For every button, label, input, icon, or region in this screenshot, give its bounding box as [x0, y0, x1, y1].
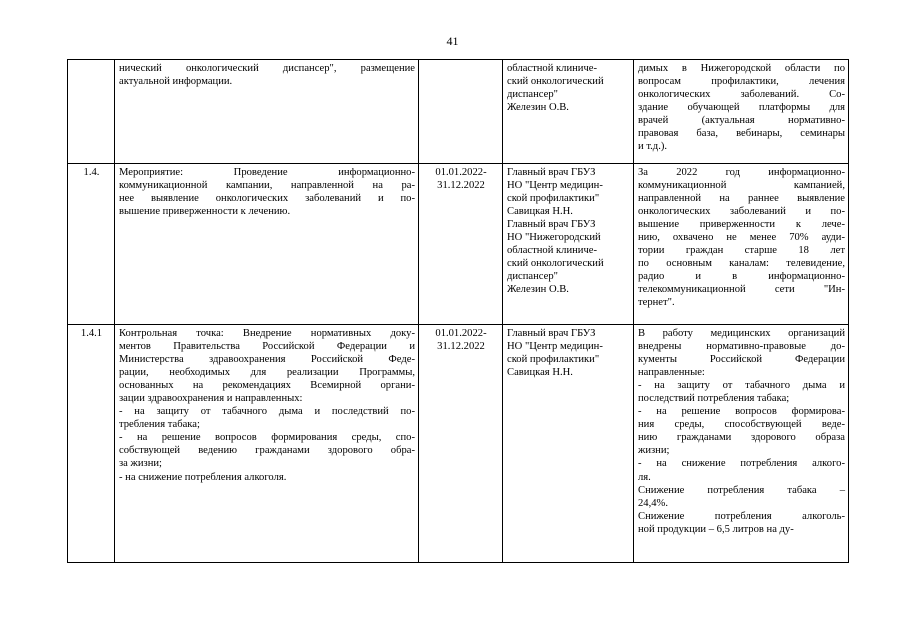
text-line: областной клиниче-	[507, 63, 598, 74]
text-line: Железин О.В.	[507, 102, 569, 114]
date-cell	[419, 325, 503, 563]
text-line: НО "Центр медицин-	[507, 180, 603, 192]
text-line: ля.	[638, 471, 651, 483]
text-line: Контрольная точка: Внедрение нормативных доку-	[119, 328, 415, 339]
text-line: - на решение вопросов формирова-	[638, 406, 845, 418]
text-line: ской профилактики"	[507, 354, 600, 366]
activities-table	[67, 59, 849, 563]
row-number-cell: 1.4.1	[68, 325, 115, 563]
responsible-cell	[503, 325, 634, 563]
text-line: требления табака;	[119, 419, 200, 431]
text-line: НО "Центр медицин-	[507, 341, 603, 353]
text-line: Железин О.В.	[507, 284, 569, 296]
text-line: 24,4%.	[638, 497, 669, 509]
text-line: Главный врач ГБУЗ	[507, 219, 596, 231]
text-line: вопросам профилактики, лечения	[638, 76, 845, 88]
text-line: и т.д.).	[638, 141, 668, 153]
text-line: основанных на рекомендациях Всемирной органи-	[119, 380, 415, 392]
date-cell	[419, 164, 503, 325]
text-line: правовая база, вебинары, семинары	[638, 128, 845, 140]
text-line: жизни;	[638, 445, 670, 457]
text-line: вышение приверженности к лече-	[638, 219, 845, 231]
result-cell	[634, 325, 849, 563]
text-line: коммуникационной кампании, направленной на ра-	[119, 180, 415, 192]
text-line: онкологических заболеваний и по-	[638, 206, 845, 218]
text-line: зации здравоохранения и направленных:	[119, 393, 303, 405]
text-line: 31.12.2022	[437, 180, 485, 192]
text-line: внедрены нормативно-правовые до-	[638, 341, 845, 353]
text-line: димых в Нижегородской области по	[638, 63, 845, 74]
text-line: направленные:	[638, 367, 705, 379]
text-line: Мероприятие: Проведение информационно-	[119, 167, 415, 178]
text-line: ния среды, способствующей веде-	[638, 419, 845, 431]
table-row	[68, 60, 849, 164]
text-line: Савицкая Н.Н.	[507, 206, 573, 218]
text-line: НО "Нижегородский	[507, 232, 601, 244]
text-line: нию, охвачено не менее 70% ауди-	[638, 232, 845, 244]
text-line: ский онкологический	[507, 76, 604, 88]
text-line: Министерства здравоохранения Российской Феде-	[119, 354, 415, 366]
text-line: нее выявление онкологических заболеваний и по-	[119, 193, 415, 205]
text-line: ской профилактики"	[507, 193, 600, 205]
text-line: - на решение вопросов формирования среды, спо-	[119, 432, 415, 444]
event-cell	[115, 60, 419, 164]
text-line: Главный врач ГБУЗ	[507, 328, 596, 339]
text-line: ский онкологический	[507, 258, 604, 270]
text-line: коммуникационной кампанией,	[638, 180, 845, 192]
text-line: ной продукции – 6,5 литров на ду-	[638, 523, 794, 535]
text-line: нический онкологический диспансер", размещение	[119, 63, 415, 74]
text-line: - на снижение потребления алкоголя.	[119, 471, 287, 483]
text-line: областной клиниче-	[507, 245, 598, 257]
text-line: За 2022 год информационно-	[638, 167, 845, 178]
event-cell	[115, 164, 419, 325]
text-line: 01.01.2022-	[435, 328, 487, 339]
text-line: Снижение потребления алкоголь-	[638, 510, 845, 522]
text-line: последствий потребления табака;	[638, 393, 790, 405]
text-line: кументы Российской Федерации	[638, 354, 845, 366]
text-line: здание обучающей платформы для	[638, 102, 845, 114]
event-cell	[115, 325, 419, 563]
text-line: тории граждан старше 18 лет	[638, 245, 845, 257]
text-line: рации, необходимых для реализации Программы,	[119, 367, 415, 379]
responsible-cell	[503, 60, 634, 164]
text-line: нию гражданами здорового образа	[638, 432, 845, 444]
text-line: актуальной информации.	[119, 76, 233, 88]
text-line: диспансер"	[507, 89, 558, 101]
text-line: врачей (актуальная нормативно-	[638, 115, 845, 127]
table-row	[68, 164, 849, 325]
text-line: ментов Правительства Российской Федерации и	[119, 341, 415, 353]
responsible-cell	[503, 164, 634, 325]
text-line: 31.12.2022	[437, 341, 485, 353]
text-line: - на защиту от табачного дыма и	[638, 380, 845, 392]
row-number-cell	[68, 60, 115, 164]
text-line: направленной на раннее выявление	[638, 193, 845, 205]
text-line: онкологических заболеваний. Со-	[638, 89, 845, 101]
table-row	[68, 325, 849, 563]
date-cell	[419, 60, 503, 164]
text-line: вышение приверженности к лечению.	[119, 206, 291, 218]
result-cell	[634, 60, 849, 164]
text-line: В работу медицинских организаций	[638, 328, 845, 339]
page-number: 41	[446, 34, 459, 48]
text-line: тернет".	[638, 297, 675, 309]
text-line: Снижение потребления табака –	[638, 484, 845, 496]
text-line: телекоммуникационной сети "Ин-	[638, 284, 845, 296]
text-line: Савицкая Н.Н.	[507, 367, 573, 379]
text-line: - на защиту от табачного дыма и последствий по-	[119, 406, 415, 418]
result-cell	[634, 164, 849, 325]
text-line: - на снижение потребления алкого-	[638, 458, 845, 470]
text-line: собствующей ведению гражданами здорового обра-	[119, 445, 415, 457]
text-line: Главный врач ГБУЗ	[507, 167, 596, 178]
row-number-cell: 1.4.	[68, 164, 115, 325]
text-line: за жизни;	[119, 458, 162, 470]
text-line: диспансер"	[507, 271, 558, 283]
text-line: по основным каналам: телевидение,	[638, 258, 845, 270]
text-line: радио и в информационно-	[638, 271, 845, 283]
text-line: 01.01.2022-	[435, 167, 487, 178]
